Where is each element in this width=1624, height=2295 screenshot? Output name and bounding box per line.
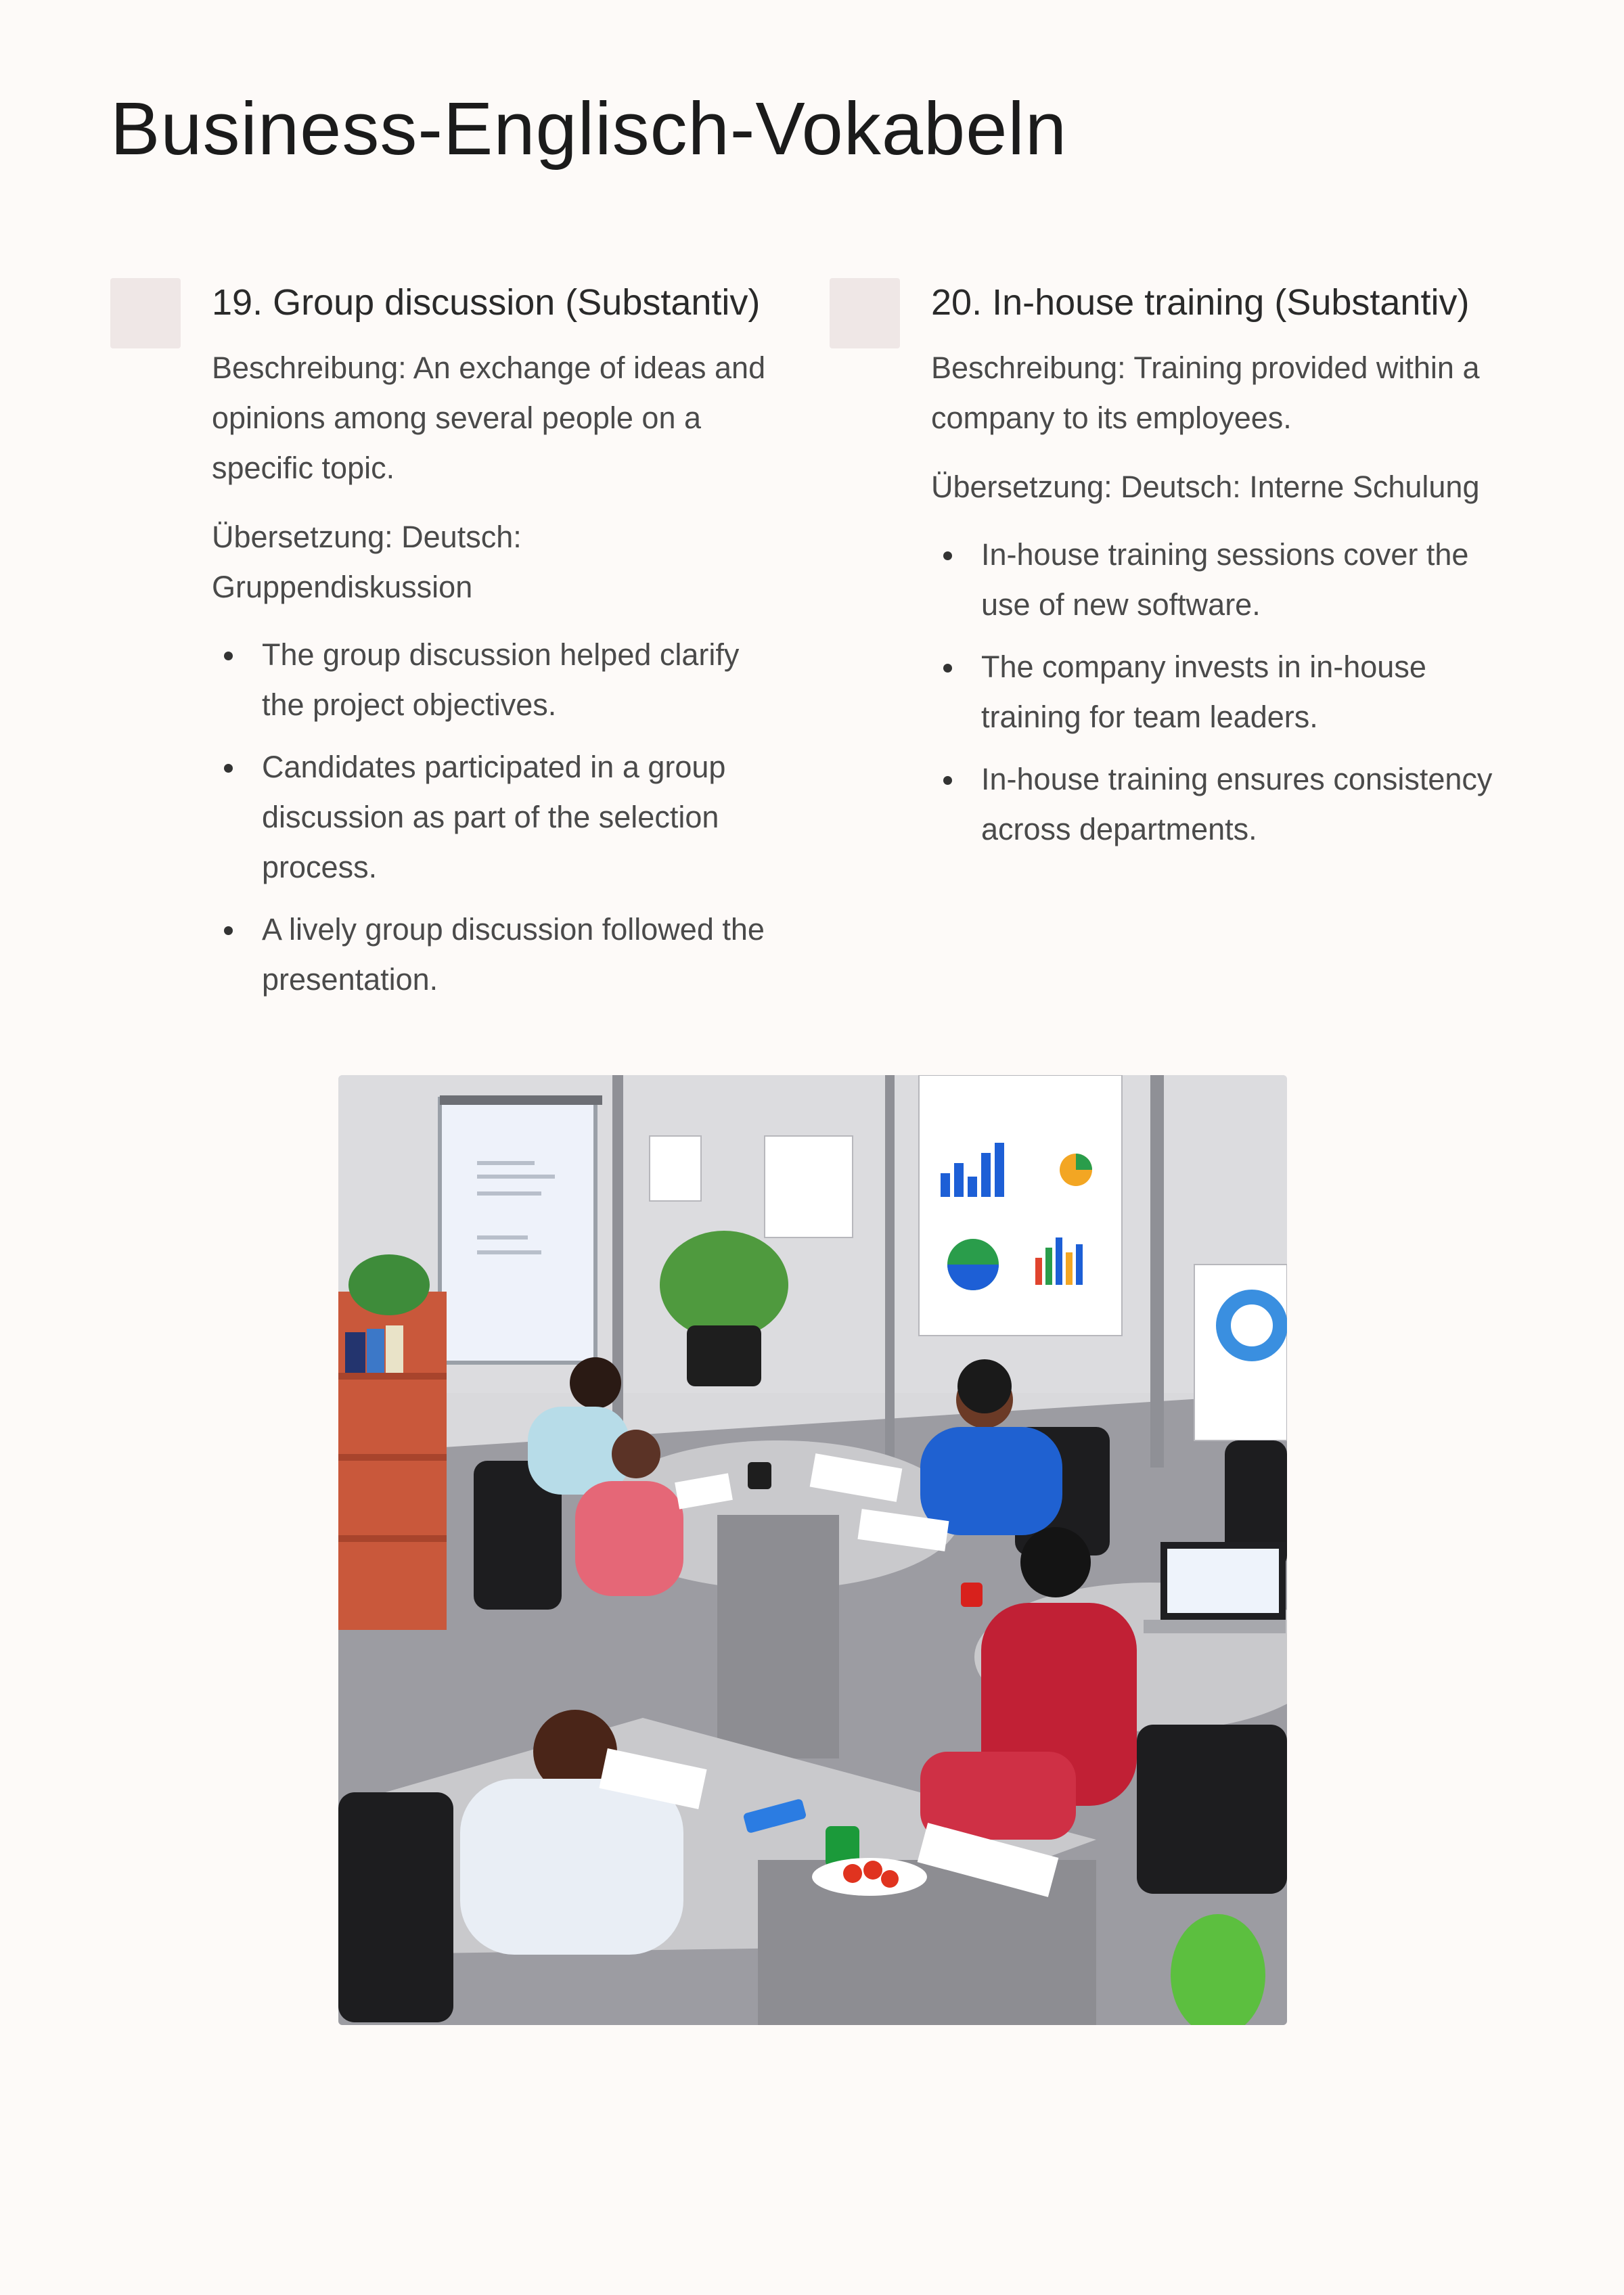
vocab-entry-20 xyxy=(830,274,1493,867)
entry-description: Beschreibung: Training provided within a company to its employees. xyxy=(931,350,1480,435)
example-list xyxy=(931,530,1499,855)
example-item: The company invests in in-house training for team leaders. xyxy=(981,642,1499,742)
entry-description: Beschreibung: An exchange of ideas and opinions among several people on a specific topic. xyxy=(212,350,766,485)
example-item: The group discussion helped clarify the project objectives. xyxy=(262,630,780,730)
entry-translation: Übersetzung: Deutsch: Interne Schulung xyxy=(931,470,1480,504)
entry-heading: 19. Group discussion (Substantiv) xyxy=(212,282,761,323)
example-item: Candidates participated in a group discussion as part of the selection process. xyxy=(262,742,780,892)
vocab-entry-19 xyxy=(110,274,766,1017)
example-item: In-house training sessions cover the use of new software. xyxy=(981,530,1499,630)
page-title: Business-Englisch-Vokabeln xyxy=(110,87,1067,171)
entry-heading: 20. In-house training (Substantiv) xyxy=(931,282,1470,323)
entry-badge xyxy=(830,278,900,348)
office-meeting-illustration xyxy=(338,1075,1287,2025)
entry-badge xyxy=(110,278,181,348)
example-list xyxy=(212,630,780,1005)
example-item: A lively group discussion followed the presentation. xyxy=(262,905,780,1005)
entry-translation: Übersetzung: Deutsch: Gruppendiskussion xyxy=(212,520,522,604)
example-item: In-house training ensures consistency across departments. xyxy=(981,754,1499,855)
